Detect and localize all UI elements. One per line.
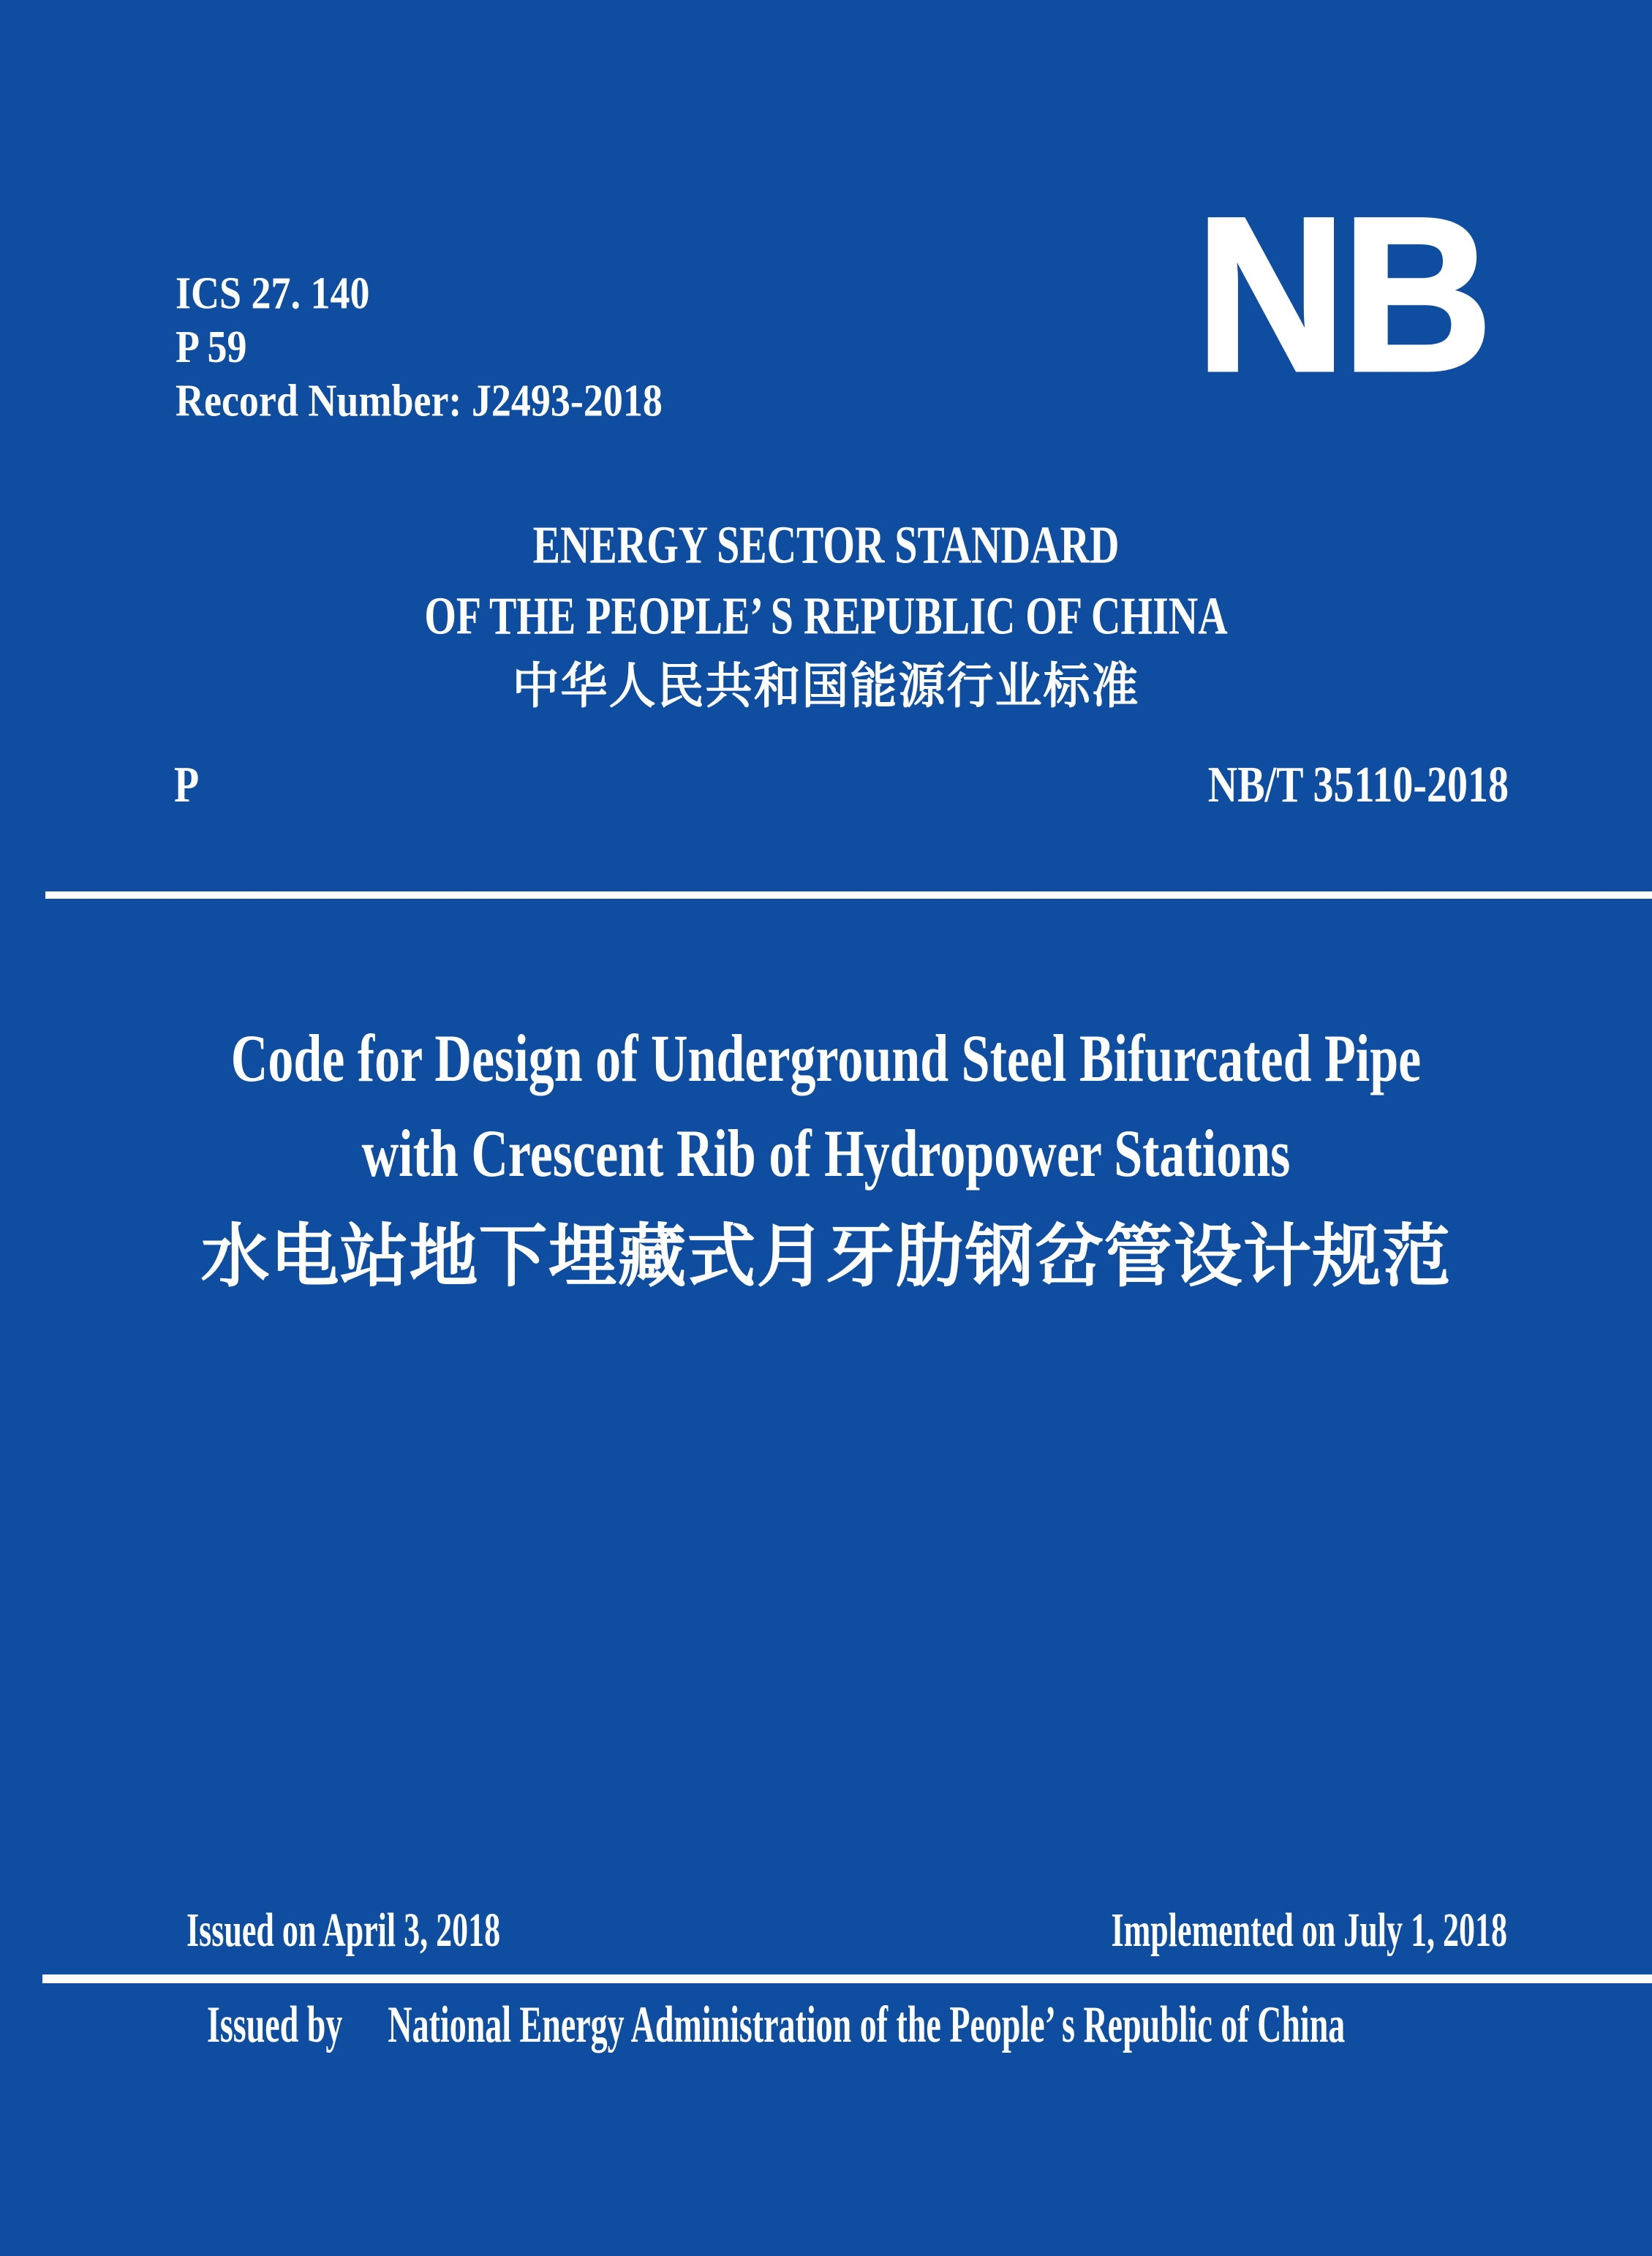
nb-logo: NB <box>1196 171 1489 417</box>
ics-number: ICS 27. 140 <box>176 268 370 319</box>
standard-heading-en-line1: ENERGY SECTOR STANDARD <box>532 516 1120 576</box>
implemented-date: Implemented on July 1, 2018 <box>1111 1903 1507 1957</box>
standard-number: NB/T 35110-2018 <box>1207 756 1509 814</box>
classification-letter: P <box>174 756 200 814</box>
bottom-divider-rule <box>42 1974 1652 1983</box>
top-divider-rule <box>45 891 1652 899</box>
reference-numbers-block <box>176 266 663 428</box>
title-en-line1: Code for Design of Underground Steel Bifurcated Pipe <box>230 1022 1422 1097</box>
standard-heading-zh: 中华人民共和国能源行业标准 <box>512 658 1140 714</box>
issued-by-label: Issued by <box>207 1995 343 2053</box>
issued-by-value: National Energy Administration of the People’ s Republic of China <box>388 1995 1346 2053</box>
standard-heading-en-line2: OF THE PEOPLE’ S REPUBLIC OF CHINA <box>424 586 1228 646</box>
classification-number: P 59 <box>176 321 247 372</box>
issued-by-row <box>207 1996 1345 2053</box>
issued-date: Issued on April 3, 2018 <box>186 1903 501 1957</box>
title-en-line2: with Crescent Rib of Hydropower Stations <box>361 1117 1291 1192</box>
title-zh: 水电站地下埋藏式月牙肋钢岔管设计规范 <box>200 1219 1452 1295</box>
record-number: Record Number: J2493-2018 <box>176 375 663 426</box>
